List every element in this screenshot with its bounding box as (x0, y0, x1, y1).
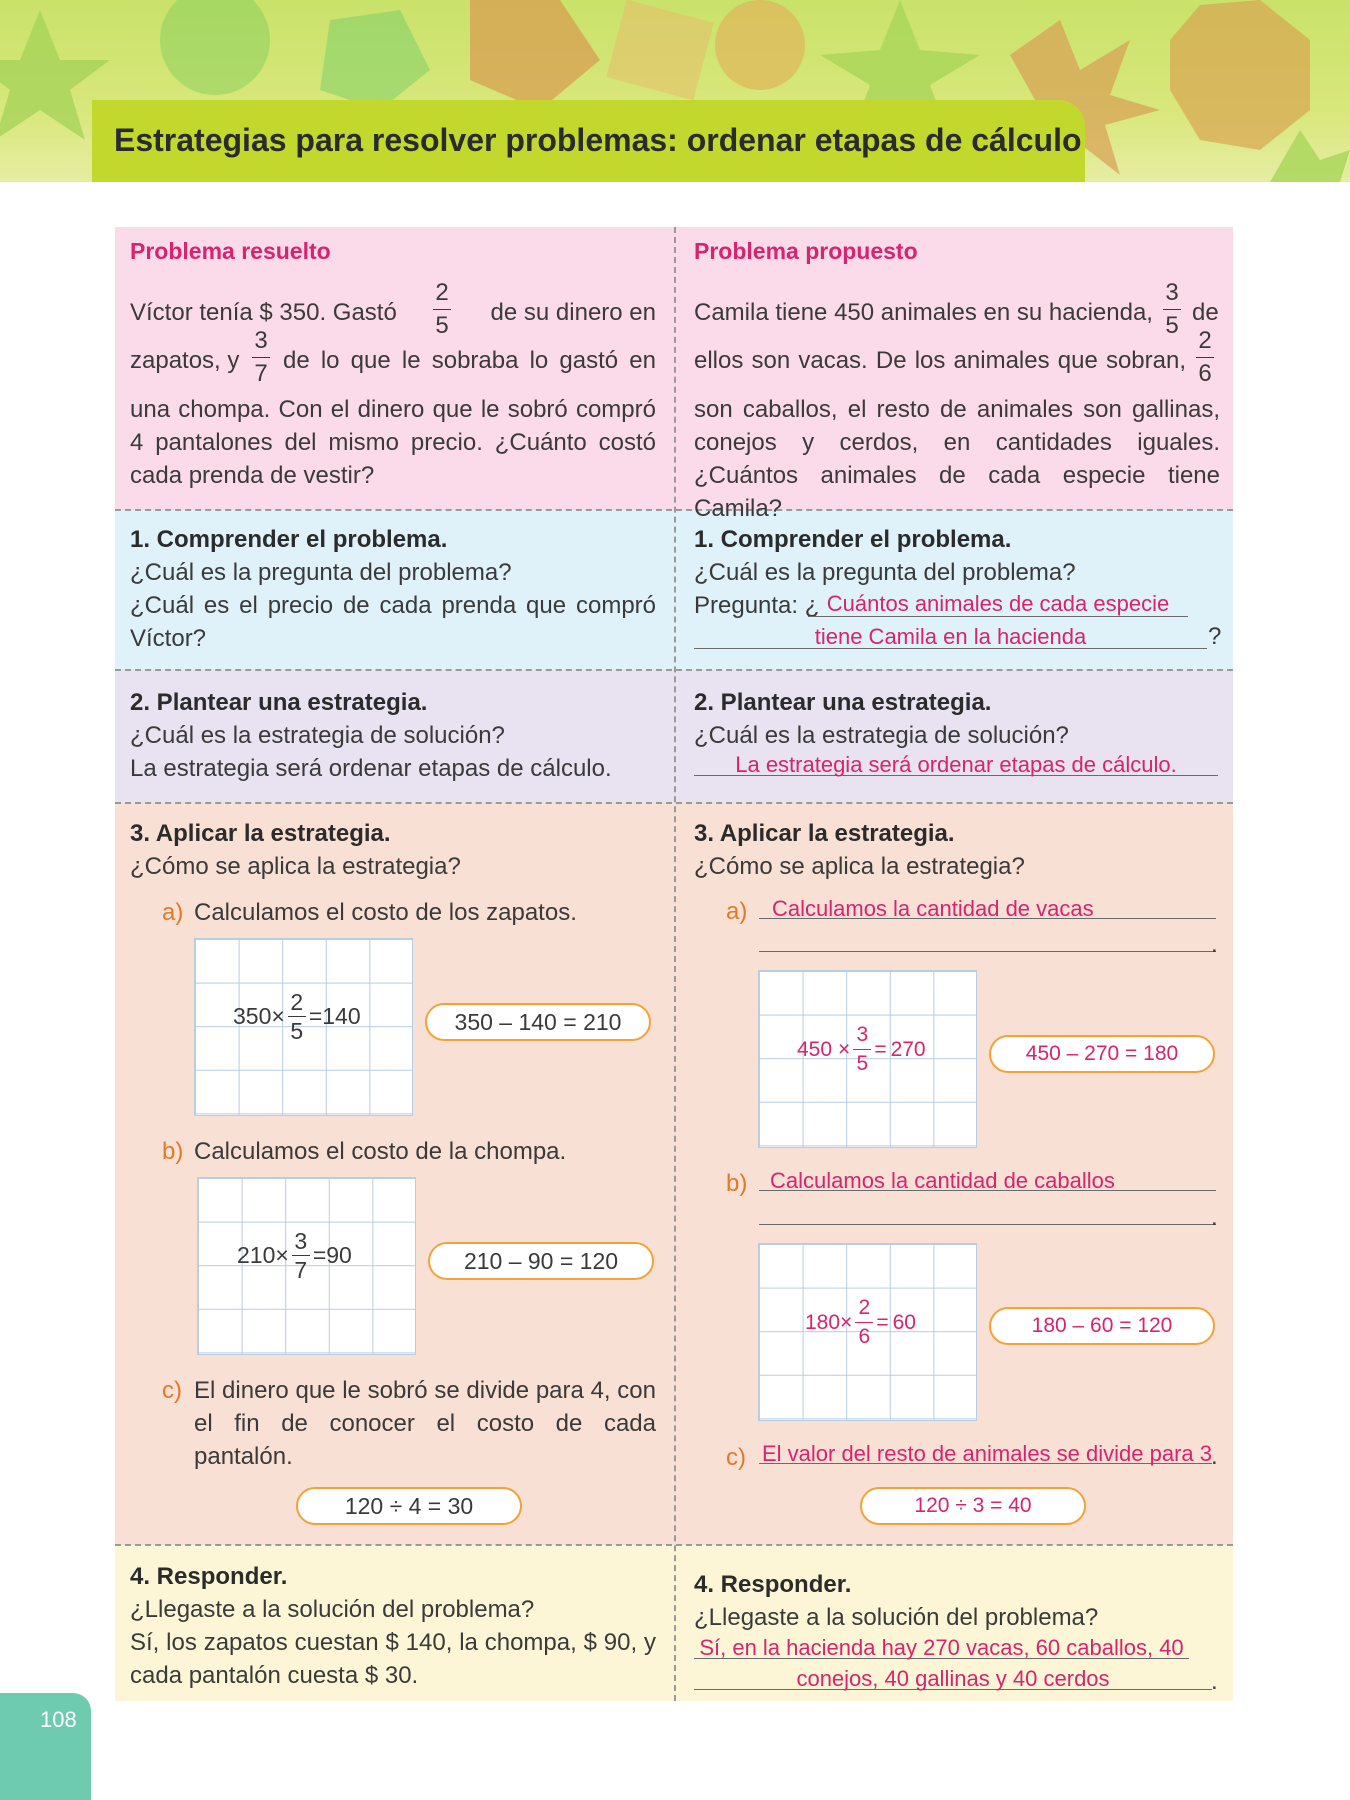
result-pill[interactable]: 120 ÷ 3 = 40 (860, 1487, 1086, 1525)
step-question: ¿Cuál es la pregunta del problema? (130, 559, 512, 586)
step-title: 2. Plantear una estrategia. (694, 689, 992, 716)
page-number: 108 (40, 1707, 77, 1732)
question-prefix: Pregunta: ¿ (694, 592, 820, 619)
step-title: 2. Plantear una estrategia. (130, 689, 428, 716)
answer-text[interactable]: conejos, 40 gallinas y 40 cerdos (796, 1666, 1110, 1691)
item-label: b) (162, 1138, 184, 1165)
item-label: c) (162, 1377, 182, 1404)
item-text: Calculamos el costo de la chompa. (194, 1138, 567, 1165)
result-pill: 350 – 140 = 210 (425, 1003, 651, 1041)
answer-text[interactable]: Cuántos animales de cada especie (826, 591, 1170, 616)
result-pill[interactable]: 180 – 60 = 120 (989, 1307, 1215, 1345)
left-statement-text: zapatos, y (130, 347, 240, 374)
step-answer: ¿Cuál es el precio de cada prenda que compró Víctor? (130, 592, 656, 652)
result-pill: 120 ÷ 4 = 30 (296, 1487, 522, 1525)
left-statement-text: Víctor tenía $ 350. Gastó (130, 299, 397, 326)
answer-line (759, 951, 1216, 952)
fraction: 2 6 (1196, 328, 1214, 387)
fraction: 2 5 (433, 280, 451, 339)
item-text: Calculamos el costo de los zapatos. (194, 899, 577, 926)
step-question: ¿Llegaste a la solución del problema? (694, 1604, 1099, 1631)
step-question: ¿Cuál es la estrategia de solución? (130, 722, 505, 749)
column-divider (674, 227, 676, 1701)
fraction: 3 5 (1163, 280, 1181, 339)
right-statement-text: Camila tiene 450 animales en su hacienda, (694, 299, 1153, 326)
step-title: 1. Comprender el problema. (130, 526, 448, 553)
result-pill[interactable]: 450 – 270 = 180 (989, 1035, 1215, 1073)
period: . (1211, 1443, 1218, 1470)
left-statement-text: de lo que le sobraba lo gastó en (283, 347, 656, 374)
page-number-tab (0, 1693, 91, 1800)
step-title: 1. Comprender el problema. (694, 526, 1012, 553)
right-statement-text: ellos son vacas. De los animales que sobran, (694, 347, 1186, 374)
right-statement-text: de (1192, 299, 1219, 326)
item-text: El dinero que le sobró se divide para 4, con el fin de conocer el costo de cada pantalón. (194, 1377, 656, 1470)
period: . (1211, 931, 1218, 958)
left-statement-text: una chompa. Con el dinero que le sobró compró 4 pantalones del mismo precio. ¿Cuánto costó cada prenda de vestir? (130, 396, 656, 489)
item-label: b) (726, 1170, 748, 1197)
question-suffix: ? (1208, 623, 1222, 650)
title-bar (92, 100, 1085, 182)
calculation: 350 × 2 5 = 140 (233, 989, 361, 1044)
step-question: ¿Cómo se aplica la estrategia? (694, 853, 1025, 880)
item-label: c) (726, 1444, 746, 1471)
fraction: 3 7 (252, 328, 270, 387)
answer-text[interactable]: Sí, en la hacienda hay 270 vacas, 60 caballos, 40 (699, 1635, 1184, 1660)
step-title: 4. Responder. (130, 1563, 288, 1590)
step-question: ¿Llegaste a la solución del problema? (130, 1596, 535, 1623)
answer-text[interactable]: Calculamos la cantidad de caballos (770, 1168, 1115, 1193)
result-pill: 210 – 90 = 120 (428, 1242, 654, 1280)
step-question: ¿Cuál es la pregunta del problema? (694, 559, 1076, 586)
calculation: 180 × 2 6 = 60 (805, 1296, 916, 1348)
answer-text[interactable]: Calculamos la cantidad de vacas (772, 896, 1094, 921)
step-title: 3. Aplicar la estrategia. (694, 820, 955, 847)
period: . (1211, 1204, 1218, 1231)
answer-text[interactable]: El valor del resto de animales se divide para 3 (761, 1441, 1212, 1466)
answer-line (759, 1224, 1216, 1225)
item-label: a) (726, 898, 748, 925)
item-label: a) (162, 899, 184, 926)
left-heading: Problema resuelto (130, 238, 331, 264)
step-title: 3. Aplicar la estrategia. (130, 820, 391, 847)
page-title: Estrategias para resolver problemas: ordenar etapas de cálculo (114, 122, 1082, 158)
right-statement-text: son caballos, el resto de animales son gallinas, conejos y cerdos, en cantidades iguales. ¿Cuántos animales de cada especie tiene Camila? (694, 396, 1220, 522)
answer-text[interactable]: tiene Camila en la hacienda (814, 624, 1087, 649)
left-statement-text: de su dinero en (490, 299, 656, 326)
step-answer: La estrategia será ordenar etapas de cálculo. (130, 755, 612, 782)
step-answer: Sí, los zapatos cuestan $ 140, la chompa, $ 90, y cada pantalón cuesta $ 30. (130, 1629, 656, 1689)
step-question: ¿Cómo se aplica la estrategia? (130, 853, 461, 880)
calculation: 450 × 3 5 = 270 (797, 1023, 926, 1075)
step-title: 4. Responder. (694, 1571, 852, 1598)
step-question: ¿Cuál es la estrategia de solución? (694, 722, 1069, 749)
answer-text[interactable]: La estrategia será ordenar etapas de cálculo. (735, 752, 1177, 777)
right-heading: Problema propuesto (694, 238, 918, 264)
period: . (1211, 1668, 1218, 1695)
calculation: 210 × 3 7 = 90 (237, 1228, 352, 1283)
